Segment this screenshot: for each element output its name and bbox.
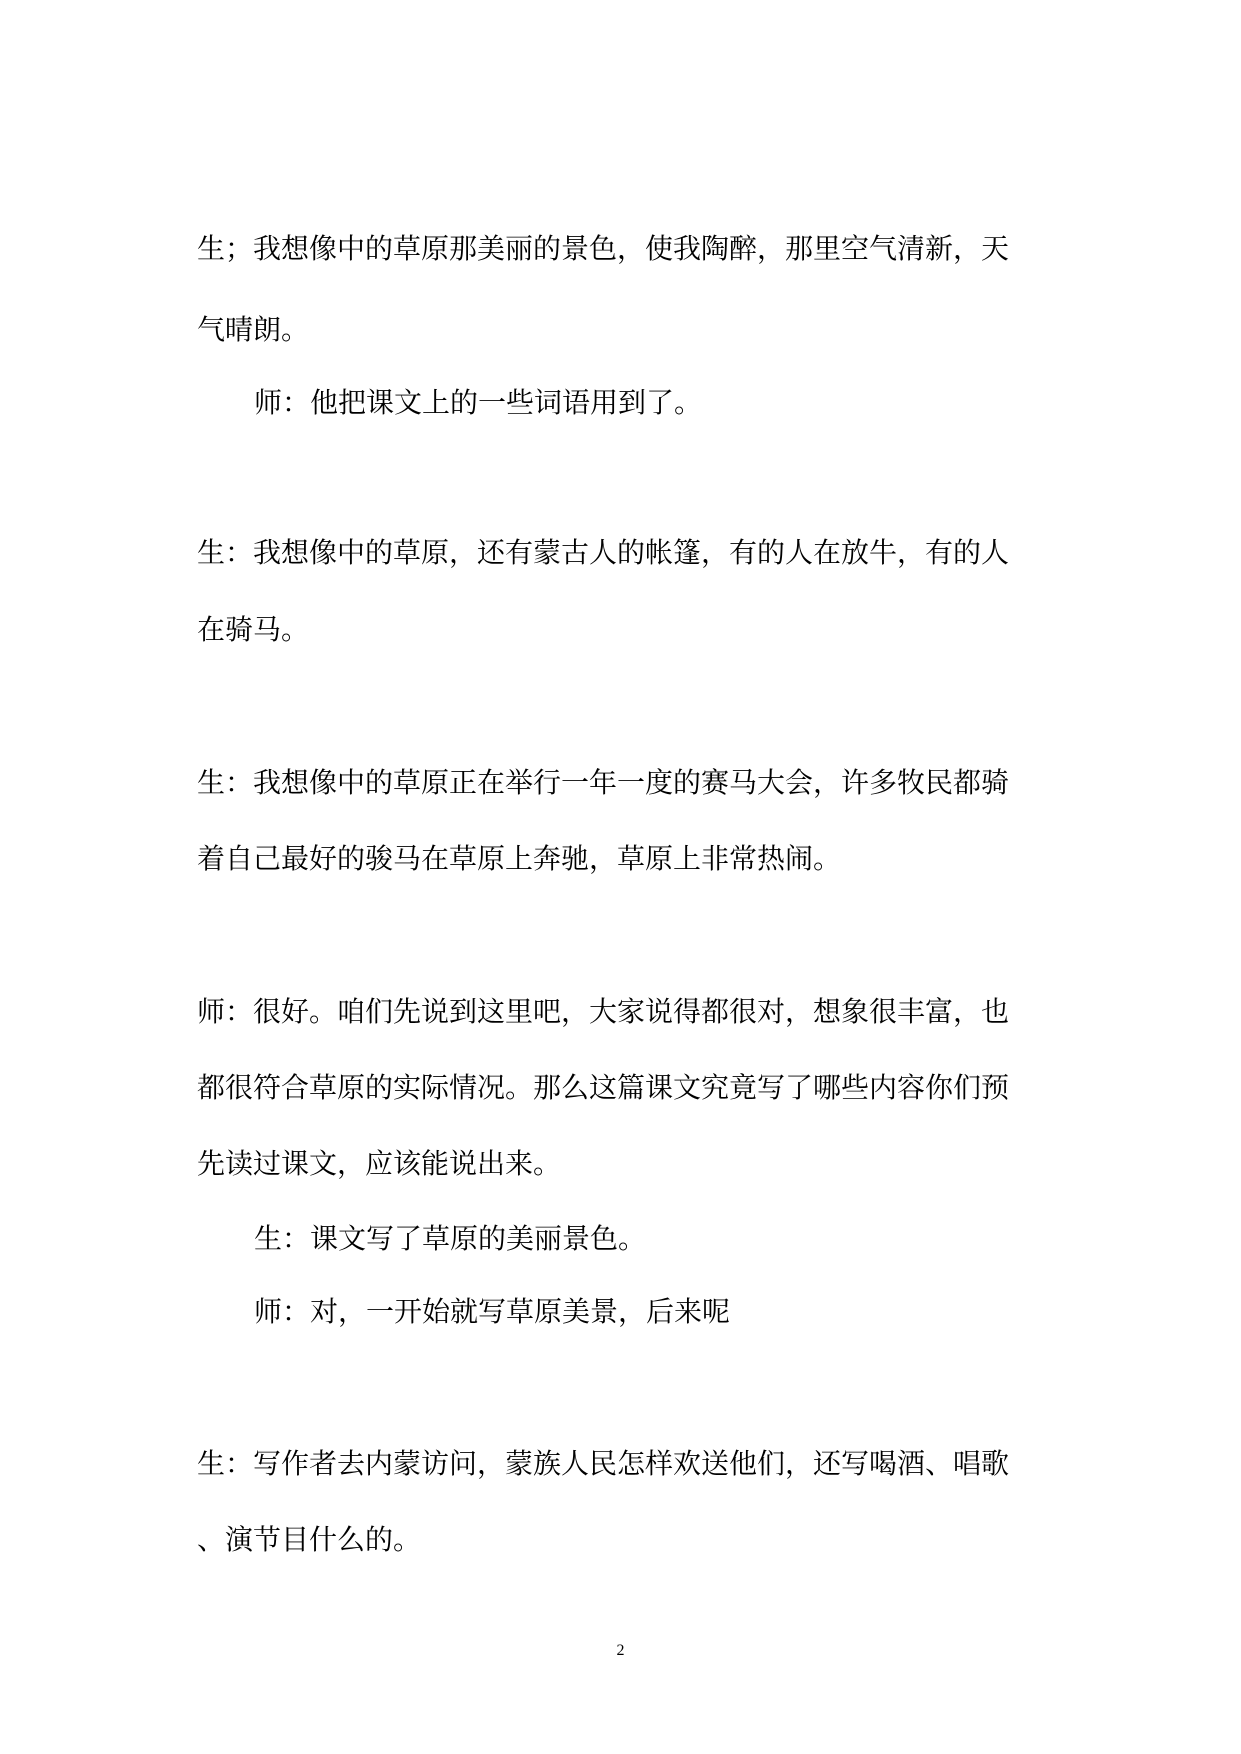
- paragraph-line: 生：我想像中的草原，还有蒙古人的帐篷，有的人在放牛，有的人: [197, 536, 1010, 569]
- paragraph-line: 都很符合草原的实际情况。那么这篇课文究竟写了哪些内容你们预: [197, 1071, 1010, 1104]
- paragraph-line: 生；我想像中的草原那美丽的景色，使我陶醉，那里空气清新，天: [197, 232, 1010, 265]
- paragraph-line: 师：对，一开始就写草原美景，后来呢: [254, 1295, 731, 1328]
- paragraph-line: 着自己最好的骏马在草原上奔驰，草原上非常热闹。: [197, 842, 842, 875]
- paragraph-line: 生：我想像中的草原正在举行一年一度的赛马大会，许多牧民都骑: [197, 766, 1010, 799]
- paragraph-line: 先读过课文，应该能说出来。: [197, 1147, 562, 1180]
- paragraph-line: 在骑马。: [197, 613, 310, 646]
- paragraph-line: 生：课文写了草原的美丽景色。: [254, 1222, 647, 1255]
- paragraph-line: 生：写作者去内蒙访问，蒙族人民怎样欢送他们，还写喝酒、唱歌: [197, 1447, 1010, 1480]
- paragraph-line: 师：他把课文上的一些词语用到了。: [254, 386, 703, 419]
- paragraph-line: 气晴朗。: [197, 313, 310, 346]
- paragraph-line: 、演节目什么的。: [197, 1523, 422, 1556]
- page-number: 2: [616, 1642, 625, 1659]
- paragraph-line: 师：很好。咱们先说到这里吧，大家说得都很对，想象很丰富，也: [197, 995, 1010, 1028]
